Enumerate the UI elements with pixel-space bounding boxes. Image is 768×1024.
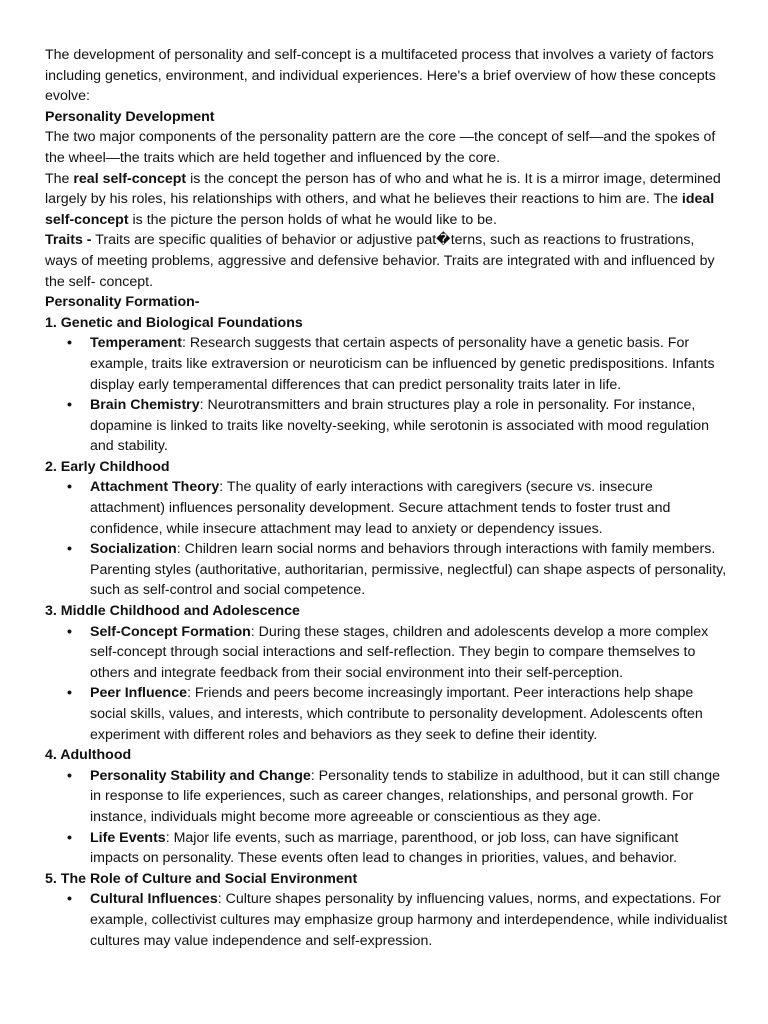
list-item: [90, 395, 728, 457]
item-term: Peer Influence: [90, 685, 187, 702]
self-concept-paragraph: [45, 169, 728, 231]
item-text: : Personality tends to stabilize in adulthood, but it can still change in response to life experiences, such as career changes, relationships, and personal growth. For instance, individuals might become more agreeable or conscientious as they age.: [90, 767, 721, 825]
traits-term: Traits -: [45, 232, 92, 249]
item-term: Self-Concept Formation: [90, 623, 251, 640]
item-text: : Research suggests that certain aspects of personality have a genetic basis. For example, traits like extraversion or neuroticism can be influenced by genetic predispositions. Infants display early temperamental differences that can predict personality traits later in life.: [90, 335, 715, 393]
list-item: [90, 622, 728, 684]
list-item: [90, 828, 728, 869]
section-heading-adulthood: 4. Adulthood: [45, 747, 132, 764]
section-list-adulthood: [45, 766, 728, 869]
list-item: [90, 539, 728, 601]
item-text: : Culture shapes personality by influencing values, norms, and expectations. For example, collectivist cultures may emphasize group harmony and interdependence, while individualist cultures may value independence and self-expression.: [90, 891, 728, 949]
item-term: Attachment Theory: [90, 479, 220, 496]
section-heading-middle-childhood: 3. Middle Childhood and Adolescence: [45, 603, 300, 620]
item-text: : Neurotransmitters and brain structures play a role in personality. For instance, dopamine is linked to traits like novelty-seeking, while serotonin is associated with mood regulation and stability.: [90, 397, 710, 455]
item-term: Temperament: [90, 335, 182, 352]
item-text: : Friends and peers become increasingly important. Peer interactions help shape social skills, values, and interests, which contribute to personality development. Adolescents often experiment with different roles and behaviors as they seek to define their identity.: [90, 685, 703, 743]
item-term: Brain Chemistry: [90, 397, 200, 414]
intro-paragraph: The development of personality and self-concept is a multifaceted process that involves a variety of factors including genetics, environment, and individual experiences. Here's a brief overview of how these concepts evolve:: [45, 47, 716, 105]
p2-text-c: is the picture the person holds of what he would like to be.: [128, 211, 497, 228]
item-term: Cultural Influences: [90, 891, 218, 908]
real-self-concept-term: real self-concept: [73, 170, 187, 187]
item-text: : Children learn social norms and behaviors through interactions with family members. Parenting styles (authoritative, authoritarian, permissive, neglectful) can shape aspects of personality, such as self-control and social competence.: [90, 541, 727, 599]
section-list-culture: [45, 889, 728, 951]
list-item: [90, 477, 728, 539]
core-spokes-paragraph: The two major components of the personality pattern are the core —the concept of self—and the spokes of the wheel—the traits which are held together and influenced by the core.: [45, 129, 716, 166]
section-heading-culture: 5. The Role of Culture and Social Environment: [45, 870, 358, 887]
personality-formation-heading: Personality Formation-: [45, 294, 200, 311]
traits-text: Traits are specific qualities of behavior or adjustive pat�terns, such as reactions to frustrations, ways of meeting problems, aggressive and defensive behavior. Traits are integrated with and influenced by the self- concept.: [45, 232, 715, 290]
traits-paragraph: [45, 230, 728, 292]
ideal-self-concept-term: ideal self-concept: [45, 191, 715, 228]
p2-text-b: is the concept the person has of who and what he is. It is a mirror image, determined largely by his roles, his relationships with others, and what he believes their reactions to him are. The: [45, 170, 721, 208]
section-heading-genetic: 1. Genetic and Biological Foundations: [45, 314, 303, 331]
item-text: : During these stages, children and adolescents develop a more complex self-concept through social interactions and self-reflection. They begin to compare themselves to others and integrate feedback from their social environment into their self-perception.: [90, 623, 709, 681]
item-term: Personality Stability and Change: [90, 767, 311, 784]
section-list-early-childhood: [45, 477, 728, 601]
list-item: [90, 889, 728, 951]
item-term: Socialization: [90, 541, 177, 558]
list-item: [90, 766, 728, 828]
p2-text-a: The: [45, 170, 74, 187]
section-list-genetic: [45, 333, 728, 457]
item-text: : The quality of early interactions with caregivers (secure vs. insecure attachment) influences personality development. Secure attachment tends to foster trust and confidence, while insecure attachment may lead to anxiety or dependency issues.: [90, 479, 671, 537]
personality-development-heading: Personality Development: [45, 108, 215, 125]
list-item: [90, 683, 728, 745]
section-list-middle-childhood: [45, 622, 728, 746]
list-item: [90, 333, 728, 395]
item-term: Life Events: [90, 829, 166, 846]
section-heading-early-childhood: 2. Early Childhood: [45, 458, 170, 475]
item-text: : Major life events, such as marriage, parenthood, or job loss, can have significant impacts on personality. These events often lead to changes in priorities, values, and behavior.: [90, 829, 679, 867]
